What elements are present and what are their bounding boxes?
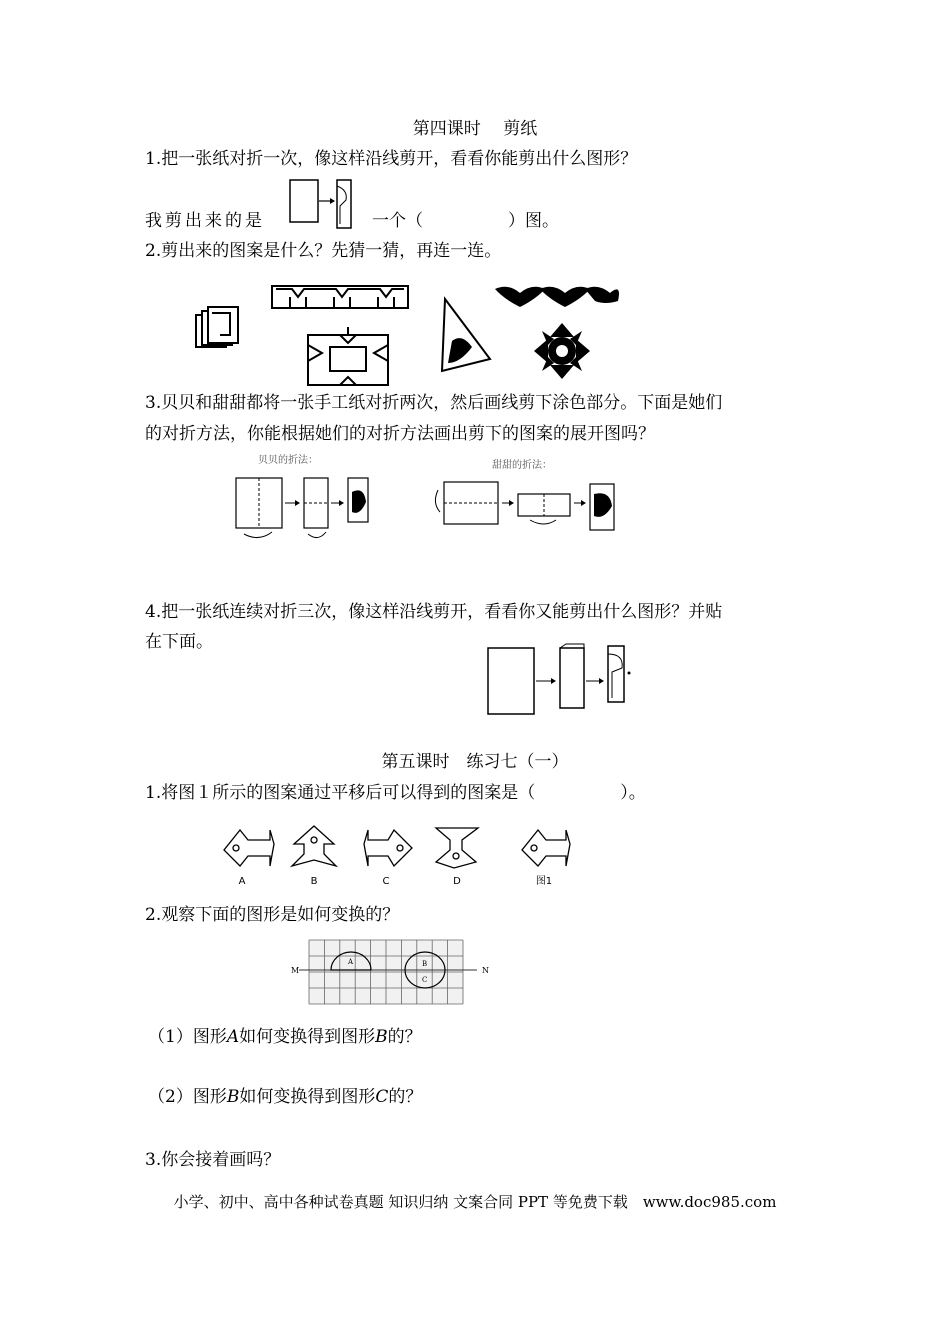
l4-q4-line2: 在下面。 [145,632,213,652]
option-b-shape [292,826,336,866]
l4-q1-text: 1.把一张纸对折一次，像这样沿线剪开，看看你能剪出什么图形？ [145,149,638,169]
lesson4-title: 第四课时 剪纸 [412,119,538,139]
lesson5-title: 第五课时 练习七（一） [381,752,569,772]
l4-q1-answer-prefix: 我剪出来的是 [145,211,265,231]
folded-triangle-icon [442,299,490,371]
shirt-row-icon [272,286,408,308]
sub2-shape-c: C [375,1087,389,1107]
beibei-fold-figure [232,472,382,547]
option-a-shape [224,830,274,866]
grid-label-m: M [291,966,300,975]
grid-label-c: C [422,976,428,984]
sub2-prefix: （2）图形 [148,1087,227,1107]
translation-options [218,822,578,890]
l4-q1-answer-suffix: 一个（ ）图。 [372,211,559,231]
q2-matching-figures [190,283,650,393]
sub2-shape-b: B [226,1087,240,1107]
l5-q2-sub2 [148,1086,422,1108]
sub1-prefix: （1）图形 [148,1027,227,1047]
l4-q4-line1: 4.把一张纸连续对折三次，像这样沿线剪开，看看你又能剪出什么图形？并贴 [145,602,723,622]
grid-label-n: N [482,966,489,975]
l5-q1-text: 1.将图１所示的图案通过平移后可以得到的图案是（ ）。 [145,783,646,803]
sub2-mid: 如何变换得到图形 [239,1087,376,1107]
tiantian-fold-figure [430,478,620,548]
butterfly-ring-icon [534,323,590,379]
beibei-fold-label: 贝贝的折法： [258,455,318,466]
figure-1-shape [522,830,570,866]
l4-q3-line1: 3.贝贝和甜甜都将一张手工纸对折两次，然后画线剪下涂色部分。下面是她们 [145,393,723,413]
l4-q3-line2: 的对折方法，你能根据她们的对折方法画出剪下的图案的展开图吗？ [145,424,655,444]
l4-q2-text: 2.剪出来的图案是什么？先猜一猜，再连一连。 [145,241,502,261]
transform-grid-figure [285,938,495,1008]
l5-q2-text: 2.观察下面的图形是如何变换的？ [145,905,400,925]
sub1-end: 的？ [387,1027,422,1047]
footer-text: 小学、初中、高中各种试卷真题 知识归纳 文案合同 PPT 等免费下载 www.doc985.com [173,1193,777,1211]
tiantian-fold-label: 甜甜的折法： [492,460,552,471]
grid-label-b: B [422,960,428,968]
option-a-label: A [238,876,246,887]
shirt-ring-icon [308,327,388,385]
option-d-label: D [453,876,461,887]
grid-label-a: A [348,958,354,966]
figure-1-label: 图1 [535,876,553,887]
option-c-label: C [382,876,390,887]
sub1-mid: 如何变换得到图形 [239,1027,376,1047]
option-b-label: B [310,876,318,887]
sub1-shape-a: A [226,1027,240,1047]
fold-thrice-figure [486,642,636,720]
sub1-shape-b: B [375,1027,388,1047]
sub2-end: 的？ [388,1087,423,1107]
l5-q3-text: 3.你会接着画吗？ [145,1150,281,1170]
option-d-shape [436,828,478,868]
option-c-shape [364,830,412,866]
l5-q2-sub1 [148,1026,422,1048]
fold-once-figure [288,178,358,230]
folded-paper-icon [196,307,238,347]
butterfly-row-icon [495,287,619,307]
